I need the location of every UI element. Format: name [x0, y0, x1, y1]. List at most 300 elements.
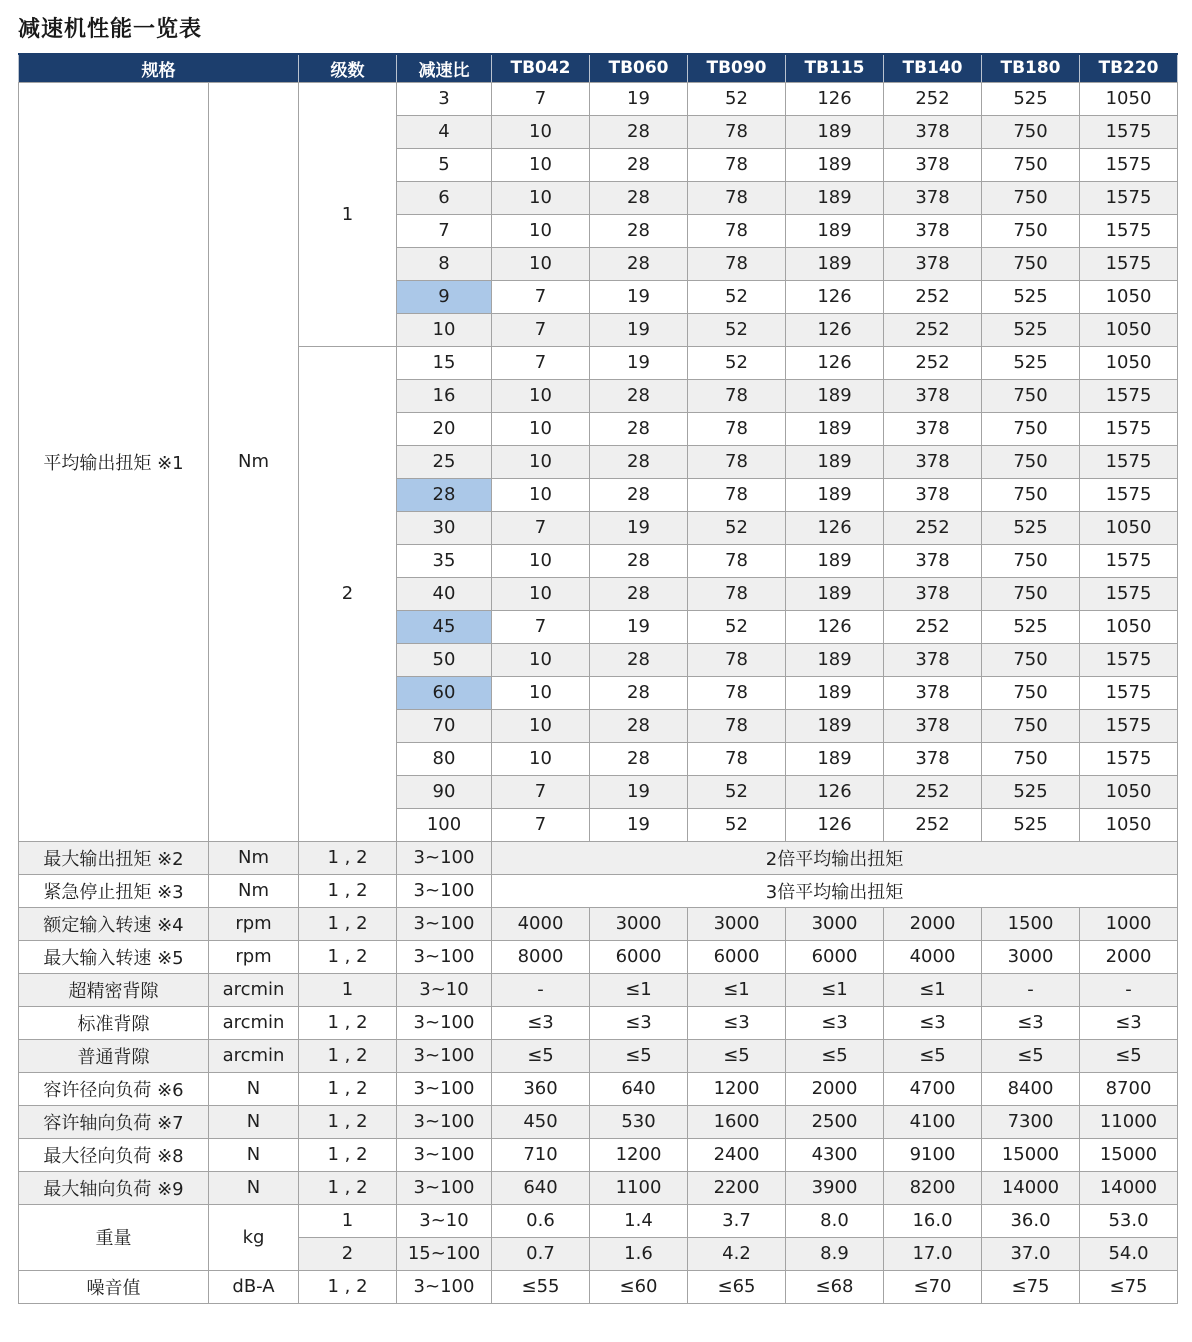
- unit-cell: Nm: [209, 841, 299, 874]
- unit-cell: rpm: [209, 907, 299, 940]
- ratio-cell: 3: [397, 82, 492, 115]
- value-cell: 78: [688, 742, 786, 775]
- value-cell: -: [982, 973, 1080, 1006]
- value-cell: 378: [884, 544, 982, 577]
- ratio-cell: 5: [397, 148, 492, 181]
- header-model-tb115: TB115: [786, 54, 884, 82]
- value-cell: 525: [982, 313, 1080, 346]
- value-cell: 19: [590, 808, 688, 841]
- page-title: 减速机性能一览表: [18, 17, 203, 42]
- value-cell: 126: [786, 82, 884, 115]
- value-cell: 19: [590, 775, 688, 808]
- unit-cell: rpm: [209, 940, 299, 973]
- value-cell: 189: [786, 742, 884, 775]
- value-cell: 189: [786, 148, 884, 181]
- value-cell: 28: [590, 643, 688, 676]
- value-cell: 7: [492, 511, 590, 544]
- value-cell: 19: [590, 610, 688, 643]
- value-cell: 1.4: [590, 1204, 688, 1237]
- value-cell: 3.7: [688, 1204, 786, 1237]
- ratio-cell: 7: [397, 214, 492, 247]
- ratio-cell: 70: [397, 709, 492, 742]
- value-cell: 10: [492, 214, 590, 247]
- value-cell: 378: [884, 643, 982, 676]
- value-cell: 28: [590, 214, 688, 247]
- value-cell: 10: [492, 577, 590, 610]
- row-label: 噪音值: [19, 1270, 209, 1303]
- value-cell: 189: [786, 676, 884, 709]
- value-cell: 78: [688, 379, 786, 412]
- ratio-cell: 80: [397, 742, 492, 775]
- row-label: 容许轴向负荷 ※7: [19, 1105, 209, 1138]
- value-cell: 1575: [1080, 445, 1178, 478]
- value-cell: 28: [590, 412, 688, 445]
- ratio-cell: 3~100: [397, 907, 492, 940]
- row-label: 最大输出扭矩 ※2: [19, 841, 209, 874]
- value-cell: 19: [590, 511, 688, 544]
- stage-cell: 1: [299, 1204, 397, 1237]
- stage-cell: 1 , 2: [299, 1270, 397, 1303]
- value-cell: 1575: [1080, 148, 1178, 181]
- value-cell: 10: [492, 181, 590, 214]
- value-cell: 1050: [1080, 511, 1178, 544]
- table-row: [19, 940, 1178, 973]
- value-cell: 28: [590, 544, 688, 577]
- value-cell: 4100: [884, 1105, 982, 1138]
- ratio-cell: 3~100: [397, 841, 492, 874]
- value-cell: 189: [786, 115, 884, 148]
- value-cell: 1100: [590, 1171, 688, 1204]
- value-cell: 1050: [1080, 82, 1178, 115]
- value-cell: 378: [884, 379, 982, 412]
- header-model-tb042: TB042: [492, 54, 590, 82]
- row-label: 额定输入转速 ※4: [19, 907, 209, 940]
- value-cell: 189: [786, 445, 884, 478]
- ratio-cell: 3~100: [397, 1105, 492, 1138]
- value-cell: 19: [590, 313, 688, 346]
- value-cell: 2000: [786, 1072, 884, 1105]
- value-cell: 10: [492, 709, 590, 742]
- unit-cell: arcmin: [209, 1006, 299, 1039]
- value-cell: 28: [590, 379, 688, 412]
- value-cell: 1.6: [590, 1237, 688, 1270]
- merged-cell: 3倍平均输出扭矩: [492, 874, 1178, 907]
- value-cell: 0.7: [492, 1237, 590, 1270]
- ratio-cell: 90: [397, 775, 492, 808]
- value-cell: ≤3: [884, 1006, 982, 1039]
- value-cell: 525: [982, 82, 1080, 115]
- value-cell: 2000: [884, 907, 982, 940]
- stage-cell: 1 , 2: [299, 841, 397, 874]
- value-cell: 126: [786, 610, 884, 643]
- value-cell: ≤3: [688, 1006, 786, 1039]
- unit-cell: N: [209, 1072, 299, 1105]
- table-row: [19, 874, 1178, 907]
- value-cell: 52: [688, 775, 786, 808]
- value-cell: 530: [590, 1105, 688, 1138]
- value-cell: 19: [590, 82, 688, 115]
- value-cell: 7: [492, 775, 590, 808]
- value-cell: 36.0: [982, 1204, 1080, 1237]
- header-spec: 规格: [19, 54, 299, 82]
- value-cell: 750: [982, 676, 1080, 709]
- value-cell: 9100: [884, 1138, 982, 1171]
- value-cell: 10: [492, 247, 590, 280]
- value-cell: 189: [786, 247, 884, 280]
- table-row: [19, 1171, 1178, 1204]
- value-cell: 1575: [1080, 643, 1178, 676]
- unit-cell: Nm: [209, 82, 299, 841]
- value-cell: 378: [884, 445, 982, 478]
- value-cell: 525: [982, 511, 1080, 544]
- value-cell: 126: [786, 280, 884, 313]
- value-cell: ≤60: [590, 1270, 688, 1303]
- value-cell: 450: [492, 1105, 590, 1138]
- row-label: 普通背隙: [19, 1039, 209, 1072]
- value-cell: 750: [982, 709, 1080, 742]
- value-cell: 4000: [884, 940, 982, 973]
- value-cell: 252: [884, 313, 982, 346]
- value-cell: 8700: [1080, 1072, 1178, 1105]
- value-cell: 10: [492, 412, 590, 445]
- value-cell: 78: [688, 577, 786, 610]
- value-cell: ≤55: [492, 1270, 590, 1303]
- ratio-cell: 60: [397, 676, 492, 709]
- value-cell: 750: [982, 478, 1080, 511]
- value-cell: ≤5: [1080, 1039, 1178, 1072]
- stage-cell: 1 , 2: [299, 1171, 397, 1204]
- value-cell: 7300: [982, 1105, 1080, 1138]
- value-cell: 10: [492, 544, 590, 577]
- ratio-cell: 25: [397, 445, 492, 478]
- value-cell: ≤3: [492, 1006, 590, 1039]
- ratio-cell: 3~100: [397, 940, 492, 973]
- value-cell: 525: [982, 775, 1080, 808]
- value-cell: 126: [786, 511, 884, 544]
- value-cell: 1500: [982, 907, 1080, 940]
- value-cell: 52: [688, 280, 786, 313]
- value-cell: 1600: [688, 1105, 786, 1138]
- value-cell: 525: [982, 808, 1080, 841]
- value-cell: 78: [688, 115, 786, 148]
- value-cell: 10: [492, 676, 590, 709]
- value-cell: ≤3: [982, 1006, 1080, 1039]
- value-cell: 1575: [1080, 742, 1178, 775]
- value-cell: 252: [884, 808, 982, 841]
- ratio-cell: 3~100: [397, 1072, 492, 1105]
- stage-cell: 1 , 2: [299, 1039, 397, 1072]
- value-cell: 3000: [786, 907, 884, 940]
- ratio-cell: 3~100: [397, 874, 492, 907]
- ratio-cell: 16: [397, 379, 492, 412]
- unit-cell: N: [209, 1138, 299, 1171]
- row-label: 最大轴向负荷 ※9: [19, 1171, 209, 1204]
- value-cell: 189: [786, 709, 884, 742]
- ratio-cell: 4: [397, 115, 492, 148]
- value-cell: 28: [590, 742, 688, 775]
- value-cell: 750: [982, 643, 1080, 676]
- row-label: 标准背隙: [19, 1006, 209, 1039]
- value-cell: 1050: [1080, 808, 1178, 841]
- value-cell: 8.0: [786, 1204, 884, 1237]
- stage-cell: 1 , 2: [299, 874, 397, 907]
- value-cell: 2400: [688, 1138, 786, 1171]
- table-row: [19, 841, 1178, 874]
- value-cell: 4700: [884, 1072, 982, 1105]
- value-cell: 28: [590, 577, 688, 610]
- table-row: [19, 1138, 1178, 1171]
- value-cell: 14000: [1080, 1171, 1178, 1204]
- value-cell: 10: [492, 445, 590, 478]
- value-cell: 78: [688, 478, 786, 511]
- value-cell: 126: [786, 808, 884, 841]
- value-cell: 11000: [1080, 1105, 1178, 1138]
- table-row: [19, 1006, 1178, 1039]
- ratio-cell: 3~100: [397, 1039, 492, 1072]
- stage-cell: 2: [299, 1237, 397, 1270]
- value-cell: 19: [590, 346, 688, 379]
- row-label: 最大输入转速 ※5: [19, 940, 209, 973]
- header-model-tb060: TB060: [590, 54, 688, 82]
- header-row: [19, 54, 1178, 82]
- value-cell: 53.0: [1080, 1204, 1178, 1237]
- value-cell: ≤5: [688, 1039, 786, 1072]
- value-cell: 1575: [1080, 214, 1178, 247]
- value-cell: 378: [884, 115, 982, 148]
- unit-cell: N: [209, 1105, 299, 1138]
- value-cell: 4.2: [688, 1237, 786, 1270]
- value-cell: 189: [786, 544, 884, 577]
- value-cell: 750: [982, 445, 1080, 478]
- header-model-tb220: TB220: [1080, 54, 1178, 82]
- value-cell: 189: [786, 643, 884, 676]
- value-cell: 15000: [982, 1138, 1080, 1171]
- ratio-cell: 30: [397, 511, 492, 544]
- value-cell: 1050: [1080, 346, 1178, 379]
- table-header: [19, 54, 1178, 82]
- value-cell: 750: [982, 379, 1080, 412]
- value-cell: 28: [590, 709, 688, 742]
- value-cell: 2200: [688, 1171, 786, 1204]
- value-cell: 378: [884, 577, 982, 610]
- value-cell: 378: [884, 709, 982, 742]
- value-cell: 378: [884, 412, 982, 445]
- ratio-cell: 100: [397, 808, 492, 841]
- unit-cell: Nm: [209, 874, 299, 907]
- value-cell: 1050: [1080, 313, 1178, 346]
- value-cell: 1575: [1080, 577, 1178, 610]
- value-cell: 378: [884, 478, 982, 511]
- ratio-cell: 3~100: [397, 1006, 492, 1039]
- value-cell: 8200: [884, 1171, 982, 1204]
- value-cell: 78: [688, 544, 786, 577]
- value-cell: 1575: [1080, 379, 1178, 412]
- value-cell: 78: [688, 181, 786, 214]
- value-cell: ≤75: [982, 1270, 1080, 1303]
- value-cell: 189: [786, 577, 884, 610]
- merged-cell: 2倍平均输出扭矩: [492, 841, 1178, 874]
- value-cell: 252: [884, 346, 982, 379]
- value-cell: 252: [884, 280, 982, 313]
- value-cell: 378: [884, 181, 982, 214]
- value-cell: 10: [492, 115, 590, 148]
- value-cell: 378: [884, 676, 982, 709]
- table-row: [19, 82, 1178, 115]
- value-cell: 28: [590, 676, 688, 709]
- row-label: 重量: [19, 1204, 209, 1270]
- ratio-cell: 3~100: [397, 1270, 492, 1303]
- value-cell: 78: [688, 676, 786, 709]
- value-cell: 750: [982, 742, 1080, 775]
- value-cell: ≤68: [786, 1270, 884, 1303]
- value-cell: 1575: [1080, 412, 1178, 445]
- value-cell: 6000: [590, 940, 688, 973]
- value-cell: 28: [590, 148, 688, 181]
- value-cell: 750: [982, 412, 1080, 445]
- value-cell: 7: [492, 808, 590, 841]
- table-row: [19, 1270, 1178, 1303]
- ratio-cell: 3~100: [397, 1138, 492, 1171]
- value-cell: 78: [688, 643, 786, 676]
- value-cell: 189: [786, 181, 884, 214]
- value-cell: ≤1: [884, 973, 982, 1006]
- value-cell: 750: [982, 181, 1080, 214]
- value-cell: ≤3: [590, 1006, 688, 1039]
- stage-cell: 1: [299, 973, 397, 1006]
- value-cell: ≤1: [590, 973, 688, 1006]
- unit-cell: arcmin: [209, 973, 299, 1006]
- value-cell: 78: [688, 412, 786, 445]
- value-cell: 52: [688, 313, 786, 346]
- ratio-cell: 3~10: [397, 1204, 492, 1237]
- value-cell: ≤3: [1080, 1006, 1178, 1039]
- unit-cell: arcmin: [209, 1039, 299, 1072]
- table-row: [19, 1072, 1178, 1105]
- value-cell: 378: [884, 214, 982, 247]
- ratio-cell: 28: [397, 478, 492, 511]
- value-cell: 7: [492, 610, 590, 643]
- value-cell: 52: [688, 610, 786, 643]
- unit-cell: N: [209, 1171, 299, 1204]
- value-cell: 7: [492, 346, 590, 379]
- table-row: [19, 973, 1178, 1006]
- value-cell: 378: [884, 148, 982, 181]
- value-cell: 1575: [1080, 709, 1178, 742]
- stage-cell: 1: [299, 82, 397, 346]
- stage-cell: 1 , 2: [299, 1072, 397, 1105]
- value-cell: 189: [786, 478, 884, 511]
- ratio-cell: 3~100: [397, 1171, 492, 1204]
- value-cell: ≤70: [884, 1270, 982, 1303]
- value-cell: 126: [786, 313, 884, 346]
- stage-cell: 1 , 2: [299, 1006, 397, 1039]
- value-cell: 252: [884, 511, 982, 544]
- ratio-cell: 15~100: [397, 1237, 492, 1270]
- value-cell: 78: [688, 247, 786, 280]
- value-cell: 640: [492, 1171, 590, 1204]
- value-cell: 52: [688, 346, 786, 379]
- value-cell: 2500: [786, 1105, 884, 1138]
- value-cell: 10: [492, 379, 590, 412]
- value-cell: 3000: [590, 907, 688, 940]
- ratio-cell: 50: [397, 643, 492, 676]
- value-cell: 7: [492, 313, 590, 346]
- value-cell: 0.6: [492, 1204, 590, 1237]
- header-model-tb090: TB090: [688, 54, 786, 82]
- value-cell: 3900: [786, 1171, 884, 1204]
- value-cell: 7: [492, 280, 590, 313]
- value-cell: 750: [982, 148, 1080, 181]
- value-cell: 1200: [688, 1072, 786, 1105]
- value-cell: 4000: [492, 907, 590, 940]
- value-cell: ≤5: [786, 1039, 884, 1072]
- value-cell: 525: [982, 610, 1080, 643]
- value-cell: 1000: [1080, 907, 1178, 940]
- value-cell: 28: [590, 181, 688, 214]
- row-label: 紧急停止扭矩 ※3: [19, 874, 209, 907]
- value-cell: 3000: [688, 907, 786, 940]
- header-stages: 级数: [299, 54, 397, 82]
- value-cell: 378: [884, 742, 982, 775]
- ratio-cell: 6: [397, 181, 492, 214]
- value-cell: ≤5: [884, 1039, 982, 1072]
- performance-table: [18, 53, 1178, 1304]
- value-cell: 10: [492, 742, 590, 775]
- table-row: [19, 907, 1178, 940]
- value-cell: -: [1080, 973, 1178, 1006]
- value-cell: ≤5: [492, 1039, 590, 1072]
- value-cell: 52: [688, 82, 786, 115]
- value-cell: ≤3: [786, 1006, 884, 1039]
- value-cell: 7: [492, 82, 590, 115]
- value-cell: 52: [688, 808, 786, 841]
- value-cell: 126: [786, 346, 884, 379]
- value-cell: 1050: [1080, 280, 1178, 313]
- value-cell: 17.0: [884, 1237, 982, 1270]
- value-cell: 4300: [786, 1138, 884, 1171]
- value-cell: 37.0: [982, 1237, 1080, 1270]
- value-cell: 252: [884, 775, 982, 808]
- table-row: [19, 1105, 1178, 1138]
- row-label: 容许径向负荷 ※6: [19, 1072, 209, 1105]
- value-cell: 8.9: [786, 1237, 884, 1270]
- unit-cell: kg: [209, 1204, 299, 1270]
- header-model-tb180: TB180: [982, 54, 1080, 82]
- value-cell: 189: [786, 214, 884, 247]
- value-cell: ≤1: [786, 973, 884, 1006]
- unit-cell: dB-A: [209, 1270, 299, 1303]
- value-cell: 54.0: [1080, 1237, 1178, 1270]
- value-cell: 750: [982, 577, 1080, 610]
- value-cell: 710: [492, 1138, 590, 1171]
- value-cell: 750: [982, 247, 1080, 280]
- value-cell: 1050: [1080, 610, 1178, 643]
- ratio-cell: 10: [397, 313, 492, 346]
- stage-cell: 1 , 2: [299, 1105, 397, 1138]
- value-cell: 10: [492, 478, 590, 511]
- value-cell: 19: [590, 280, 688, 313]
- value-cell: 1575: [1080, 544, 1178, 577]
- table-row: [19, 1039, 1178, 1072]
- value-cell: 1200: [590, 1138, 688, 1171]
- row-label: 超精密背隙: [19, 973, 209, 1006]
- stage-cell: 1 , 2: [299, 1138, 397, 1171]
- value-cell: 28: [590, 115, 688, 148]
- header-ratio: 减速比: [397, 54, 492, 82]
- value-cell: 52: [688, 511, 786, 544]
- value-cell: 78: [688, 214, 786, 247]
- value-cell: 78: [688, 445, 786, 478]
